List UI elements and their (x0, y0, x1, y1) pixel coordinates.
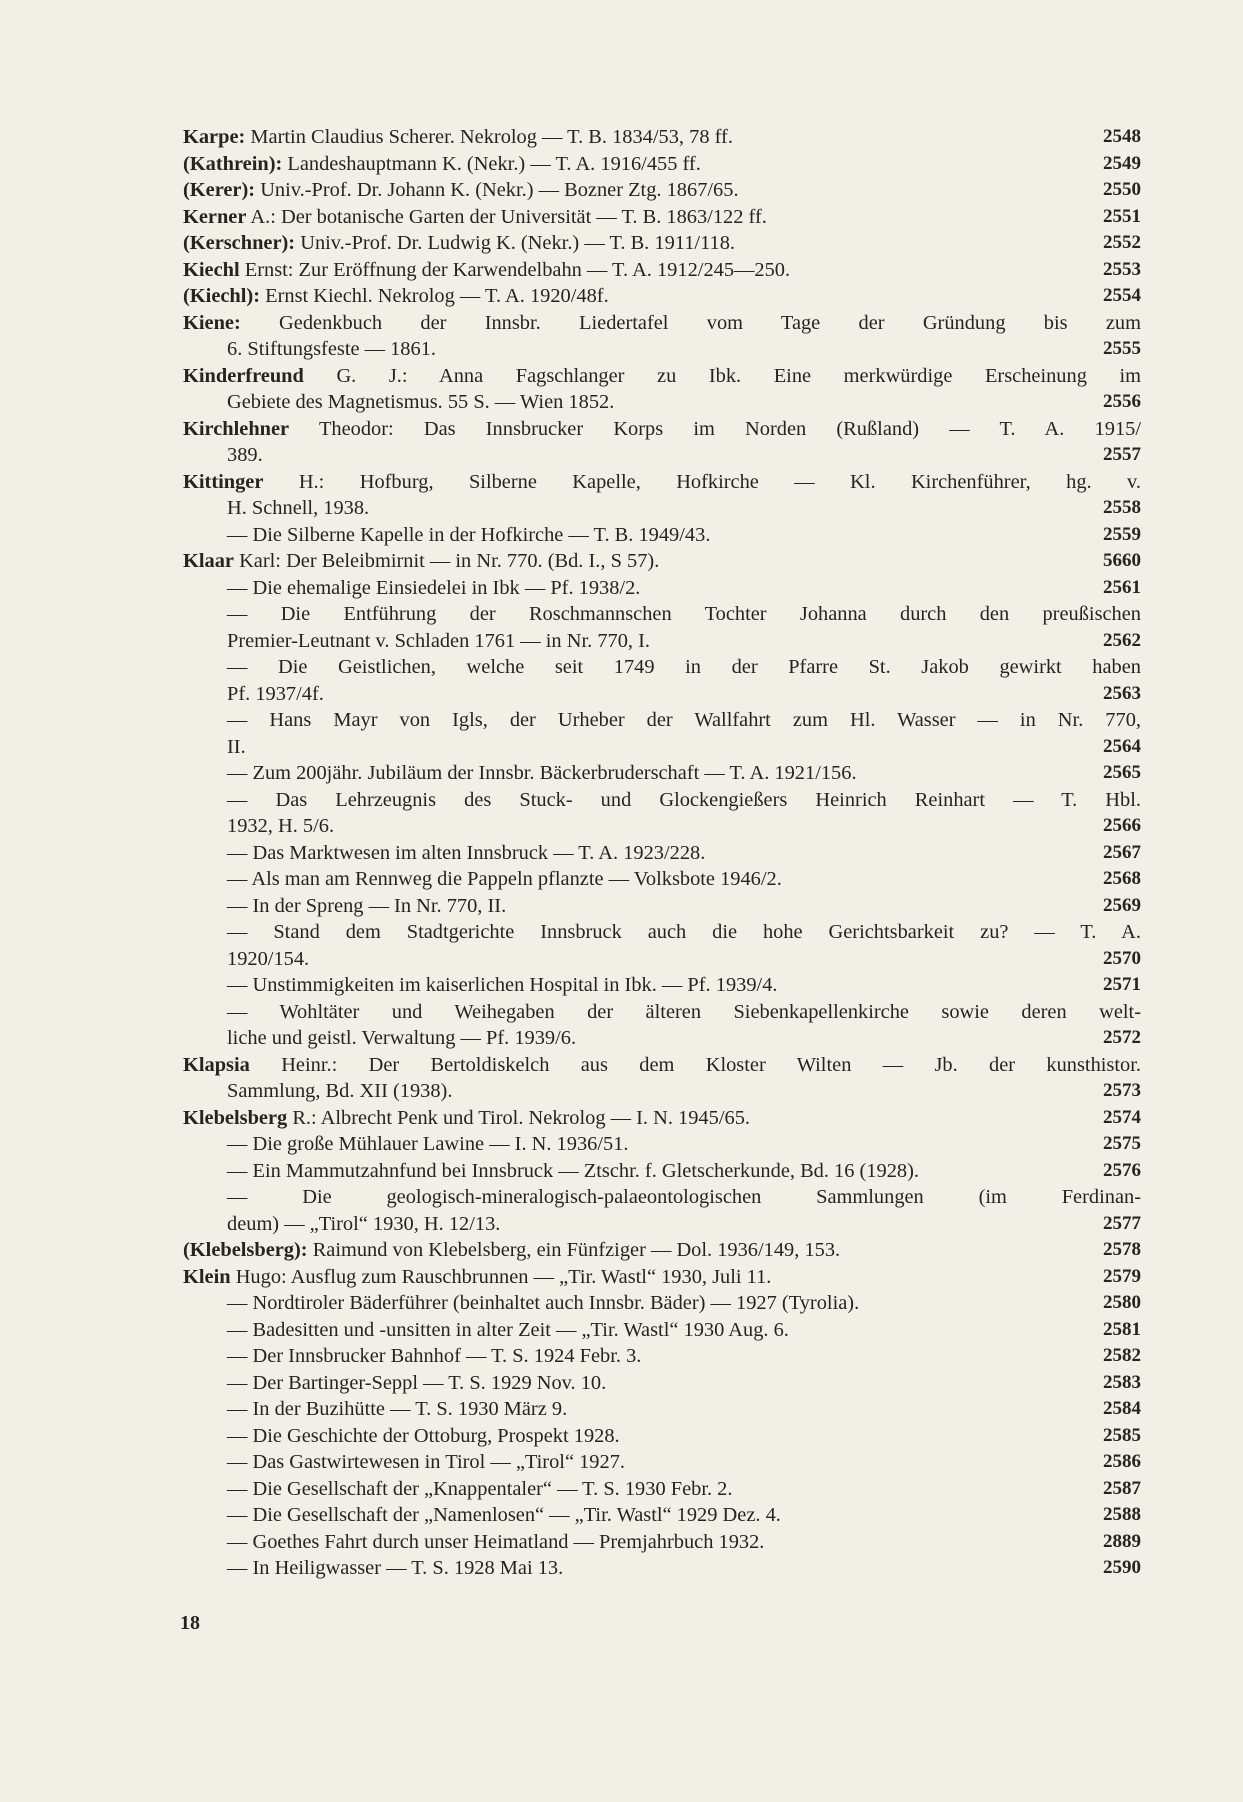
entry-line (183, 151, 1141, 178)
entry-text: — Die Geistlichen, welche seit 1749 in der Pfarre St. Jakob gewirkt haben (227, 656, 1141, 678)
entry-line (183, 681, 1141, 708)
entry (183, 1131, 1141, 1158)
entry-text: — Nordtiroler Bäderführer (beinhaltet auch Innsbr. Bäder) — 1927 (Tyrolia). (227, 1292, 860, 1314)
entry-line (183, 522, 1141, 549)
entry (183, 522, 1141, 549)
entry-line (183, 946, 1141, 973)
entry-number: 2889 (1103, 1530, 1141, 1552)
entry-number: 2565 (1103, 762, 1141, 783)
entry (183, 204, 1141, 231)
entry-author: Kittinger (183, 470, 264, 493)
entry-line (183, 442, 1141, 469)
entry-line (183, 1529, 1141, 1556)
entry-number: 2578 (1103, 1239, 1141, 1260)
entry-line (183, 257, 1141, 284)
entry-text: Ernst Kiechl. Nekrolog — T. A. 1920/48f. (265, 285, 609, 307)
entry-line (183, 1078, 1141, 1105)
entry-text: Gebiete des Magnetismus. 55 S. — Wien 1852. (227, 391, 615, 413)
entry-line (183, 1105, 1141, 1132)
entry-line (183, 1476, 1141, 1503)
entry-text: 6. Stiftungsfeste — 1861. (227, 338, 436, 360)
entry-number: 2573 (1103, 1080, 1141, 1101)
entry (183, 1370, 1141, 1397)
entry-line (183, 416, 1141, 443)
entry-line (183, 1423, 1141, 1450)
entry-author: Klebelsberg (183, 1106, 288, 1129)
entry-author: Kerner (183, 205, 247, 228)
entry-author: Kirchlehner (183, 417, 290, 440)
entry-line (183, 734, 1141, 761)
entry (183, 1184, 1141, 1237)
entry-number: 2563 (1103, 682, 1141, 704)
entry-text: Landeshauptmann K. (Nekr.) — T. A. 1916/455 ff. (287, 152, 701, 175)
entry-number: 2586 (1103, 1451, 1141, 1472)
entry (183, 893, 1141, 920)
entry-text: — In Heiligwasser — T. S. 1928 Mai 13. (227, 1557, 564, 1579)
entry (183, 230, 1141, 257)
entry (183, 548, 1141, 575)
entry-text: — Die ehemalige Einsiedelei in Ibk — Pf. 1938/2. (227, 576, 641, 599)
entry-text: — Hans Mayr von Igls, der Urheber der Wallfahrt zum Hl. Wasser — in Nr. 770, (227, 709, 1141, 731)
page-number: 18 (180, 1612, 200, 1634)
entry (183, 1529, 1141, 1556)
entry-text: Ernst: Zur Eröffnung der Karwendelbahn — T. A. 1912/245—250. (244, 258, 791, 281)
entry-text: — Stand dem Stadtgerichte Innsbruck auch die hohe Gerichtsbarkeit zu? — T. A. (227, 921, 1141, 943)
entry-text: — Die Geschichte der Ottoburg, Prospekt 1928. (227, 1424, 620, 1447)
entry-line (183, 1211, 1141, 1238)
entry-list (183, 124, 1141, 1582)
entry-line (183, 363, 1141, 390)
entry-line (183, 177, 1141, 204)
entry (183, 1343, 1141, 1370)
entry (183, 840, 1141, 867)
entry-line (183, 813, 1141, 840)
entry-line (183, 469, 1141, 496)
entry-line (183, 1052, 1141, 1079)
entry-line (183, 919, 1141, 946)
entry-number: 2555 (1103, 338, 1141, 359)
entry-line (183, 230, 1141, 257)
entry-line (183, 866, 1141, 893)
entry-line (183, 204, 1141, 231)
entry (183, 469, 1141, 522)
entry-text: Karl: Der Beleibmirnit — in Nr. 770. (Bd. I., S 57). (239, 550, 660, 572)
entry-text: 1920/154. (227, 947, 310, 970)
entry-number: 2570 (1103, 947, 1141, 969)
entry-author: (Kiechl): (183, 285, 261, 307)
entry-number: 2559 (1103, 523, 1141, 545)
entry (183, 866, 1141, 893)
entry-number: 2569 (1103, 894, 1141, 916)
entry-text: — Badesitten und -unsitten in alter Zeit — „Tir. Wastl“ 1930 Aug. 6. (227, 1318, 789, 1341)
entry (183, 1158, 1141, 1185)
entry-author: Karpe: (183, 126, 246, 148)
entry-text: — Wohltäter und Weihegaben der älteren Siebenkapellenkirche sowie deren welt- (227, 1000, 1141, 1023)
entry (183, 1555, 1141, 1582)
entry-number: 2557 (1103, 444, 1141, 465)
entry-text: — In der Spreng — In Nr. 770, II. (227, 894, 507, 917)
entry-text: A.: Der botanische Garten der Universität — T. B. 1863/122 ff. (250, 205, 767, 228)
entry-number: 2558 (1103, 497, 1141, 518)
entry (183, 999, 1141, 1052)
entry-text: R.: Albrecht Penk und Tirol. Nekrolog — I. N. 1945/65. (292, 1106, 750, 1129)
entry-number: 2561 (1103, 576, 1141, 598)
entry-text: — Das Gastwirtewesen in Tirol — „Tirol“ 1927. (227, 1451, 625, 1473)
entry-line (183, 1555, 1141, 1582)
entry-number: 2550 (1103, 179, 1141, 200)
entry-line (183, 1290, 1141, 1317)
entry-line (183, 654, 1141, 681)
entry (183, 1290, 1141, 1317)
entry-number: 2556 (1103, 391, 1141, 412)
entry-number: 2548 (1103, 126, 1141, 147)
entry-text: — Goethes Fahrt durch unser Heimatland — Premjahrbuch 1932. (227, 1530, 765, 1553)
entry (183, 601, 1141, 654)
entry-number: 2566 (1103, 815, 1141, 836)
entry-text: deum) — „Tirol“ 1930, H. 12/13. (227, 1212, 501, 1235)
entry-text: H. Schnell, 1938. (227, 497, 370, 519)
entry-number: 2554 (1103, 285, 1141, 306)
entry-number: 2572 (1103, 1027, 1141, 1048)
entry-number: 2562 (1103, 629, 1141, 651)
entry-number: 2553 (1103, 258, 1141, 280)
entry-author: Kiechl (183, 258, 240, 281)
entry-number: 2551 (1103, 205, 1141, 227)
entry-text: — Die Gesellschaft der „Namenlosen“ — „Tir. Wastl“ 1929 Dez. 4. (227, 1504, 781, 1526)
entry (183, 283, 1141, 310)
entry-author: Klaar (183, 550, 234, 572)
entry-number: 2552 (1103, 232, 1141, 253)
entry (183, 1502, 1141, 1529)
entry-line (183, 1502, 1141, 1529)
entry (183, 124, 1141, 151)
entry (183, 919, 1141, 972)
entry-number: 2571 (1103, 974, 1141, 995)
entry-line (183, 787, 1141, 814)
entry (183, 972, 1141, 999)
entry-line (183, 840, 1141, 867)
entry-text: H.: Hofburg, Silberne Kapelle, Hofkirche — Kl. Kirchenführer, hg. v. (298, 470, 1141, 493)
entry-text: Pf. 1937/4f. (227, 682, 324, 705)
entry-author: (Klebelsberg): (183, 1239, 308, 1261)
entry-text: Raimund von Klebelsberg, ein Fünfziger — Dol. 1936/149, 153. (312, 1239, 841, 1261)
entry (183, 1317, 1141, 1344)
entry-text: II. (227, 735, 246, 758)
entry-line (183, 389, 1141, 416)
entry-line (183, 1449, 1141, 1476)
entry-text: Univ.-Prof. Dr. Ludwig K. (Nekr.) — T. B. 1911/118. (300, 232, 735, 254)
entry (183, 707, 1141, 760)
entry-number: 2574 (1103, 1106, 1141, 1128)
entry-line (183, 999, 1141, 1026)
entry-number: 2567 (1103, 841, 1141, 863)
entry-line (183, 1343, 1141, 1370)
entry-text: — Zum 200jähr. Jubiläum der Innsbr. Bäckerbruderschaft — T. A. 1921/156. (227, 762, 857, 784)
entry-number: 2581 (1103, 1318, 1141, 1340)
entry-author: Kiene: (183, 311, 241, 334)
entry-line (183, 1158, 1141, 1185)
entry-author: Kinderfreund (183, 364, 304, 387)
entry-number: 2583 (1103, 1371, 1141, 1393)
entry-line (183, 1025, 1141, 1052)
entry-line (183, 310, 1141, 337)
entry-text: Univ.-Prof. Dr. Johann K. (Nekr.) — Bozner Ztg. 1867/65. (260, 179, 739, 201)
entry-line (183, 495, 1141, 522)
entry (183, 1052, 1141, 1105)
entry-text: — Die Gesellschaft der „Knappentaler“ — T. S. 1930 Febr. 2. (227, 1477, 733, 1500)
entry-line (183, 283, 1141, 310)
entry (183, 1105, 1141, 1132)
entry-line (183, 1370, 1141, 1397)
entry (183, 151, 1141, 178)
entry-line (183, 972, 1141, 999)
entry-text: liche und geistl. Verwaltung — Pf. 1939/6. (227, 1027, 577, 1049)
entry-line (183, 1317, 1141, 1344)
entry (183, 416, 1141, 469)
entry (183, 760, 1141, 787)
entry (183, 257, 1141, 284)
entry-number: 2576 (1103, 1159, 1141, 1181)
entry-number: 2588 (1103, 1504, 1141, 1525)
entry-text: Hugo: Ausflug zum Rauschbrunnen — „Tir. Wastl“ 1930, Juli 11. (235, 1265, 772, 1288)
entry-number: 2582 (1103, 1345, 1141, 1366)
entry-author: (Kathrein): (183, 152, 283, 175)
entry-text: — Die Entführung der Roschmannschen Tochter Johanna durch den preußischen (227, 603, 1141, 625)
entry-text: 389. (227, 444, 263, 466)
entry-text: — Als man am Rennweg die Pappeln pflanzte — Volksbote 1946/2. (227, 868, 782, 890)
entry-text: Sammlung, Bd. XII (1938). (227, 1080, 453, 1102)
entry (183, 1476, 1141, 1503)
entry-text: 1932, H. 5/6. (227, 815, 335, 837)
entry (183, 1396, 1141, 1423)
entry-number: 2564 (1103, 735, 1141, 757)
entry-line (183, 336, 1141, 363)
entry-text: Gedenkbuch der Innsbr. Liedertafel vom Tage der Gründung bis zum (279, 311, 1141, 334)
entry-line (183, 1184, 1141, 1211)
entry-line (183, 760, 1141, 787)
entry-line (183, 575, 1141, 602)
entry-text: G. J.: Anna Fagschlanger zu Ibk. Eine merkwürdige Erscheinung im (336, 364, 1141, 387)
entry-number: 5660 (1103, 550, 1141, 571)
entry-text: Theodor: Das Innsbrucker Korps im Norden (Rußland) — T. A. 1915/ (318, 417, 1141, 440)
entry (183, 1237, 1141, 1264)
entry-number: 2577 (1103, 1212, 1141, 1234)
entry-number: 2579 (1103, 1265, 1141, 1287)
entry-number: 2549 (1103, 152, 1141, 174)
entry-number: 2590 (1103, 1557, 1141, 1578)
entry-line (183, 893, 1141, 920)
entry-author: (Kerer): (183, 179, 256, 201)
entry-line (183, 1131, 1141, 1158)
entry-line (183, 124, 1141, 151)
entry-text: — Das Marktwesen im alten Innsbruck — T. A. 1923/228. (227, 841, 706, 864)
entry-line (183, 601, 1141, 628)
entry-text: — Unstimmigkeiten im kaiserlichen Hospital in Ibk. — Pf. 1939/4. (227, 974, 778, 996)
entry-author: (Kerschner): (183, 232, 296, 254)
entry (183, 177, 1141, 204)
entry-number: 2585 (1103, 1424, 1141, 1446)
entry-text: — Ein Mammutzahnfund bei Innsbruck — Ztschr. f. Gletscherkunde, Bd. 16 (1928). (227, 1159, 920, 1182)
entry-number: 2584 (1103, 1398, 1141, 1419)
entry (183, 787, 1141, 840)
entry-number: 2575 (1103, 1133, 1141, 1154)
entry-text: — In der Buzihütte — T. S. 1930 März 9. (227, 1398, 568, 1420)
entry-text: Heinr.: Der Bertoldiskelch aus dem Kloster Wilten — Jb. der kunsthistor. (281, 1053, 1141, 1076)
entry (183, 654, 1141, 707)
entry (183, 1264, 1141, 1291)
entry-line (183, 628, 1141, 655)
entry-number: 2587 (1103, 1477, 1141, 1499)
entry-line (183, 1396, 1141, 1423)
entry (183, 1449, 1141, 1476)
entry-text: — Die geologisch-mineralogisch-palaeontologischen Sammlungen (im Ferdinan- (227, 1186, 1141, 1208)
entry-line (183, 1237, 1141, 1264)
entry-author: Klapsia (183, 1053, 250, 1076)
entry-text: Martin Claudius Scherer. Nekrolog — T. B. 1834/53, 78 ff. (250, 126, 733, 148)
entry (183, 1423, 1141, 1450)
entry (183, 575, 1141, 602)
entry-text: — Der Innsbrucker Bahnhof — T. S. 1924 Febr. 3. (227, 1345, 642, 1367)
entry-text: Premier-Leutnant v. Schladen 1761 — in Nr. 770, I. (227, 629, 650, 652)
entry-author: Klein (183, 1265, 231, 1288)
entry (183, 363, 1141, 416)
entry-number: 2568 (1103, 868, 1141, 889)
entry-text: — Die Silberne Kapelle in der Hofkirche — T. B. 1949/43. (227, 523, 711, 546)
entry-number: 2580 (1103, 1292, 1141, 1313)
entry (183, 310, 1141, 363)
entry-text: — Die große Mühlauer Lawine — I. N. 1936/51. (227, 1133, 629, 1155)
entry-text: — Das Lehrzeugnis des Stuck- und Glockengießers Heinrich Reinhart — T. Hbl. (227, 788, 1141, 811)
entry-line (183, 1264, 1141, 1291)
entry-line (183, 548, 1141, 575)
entry-line (183, 707, 1141, 734)
entry-text: — Der Bartinger-Seppl — T. S. 1929 Nov. 10. (227, 1371, 607, 1394)
